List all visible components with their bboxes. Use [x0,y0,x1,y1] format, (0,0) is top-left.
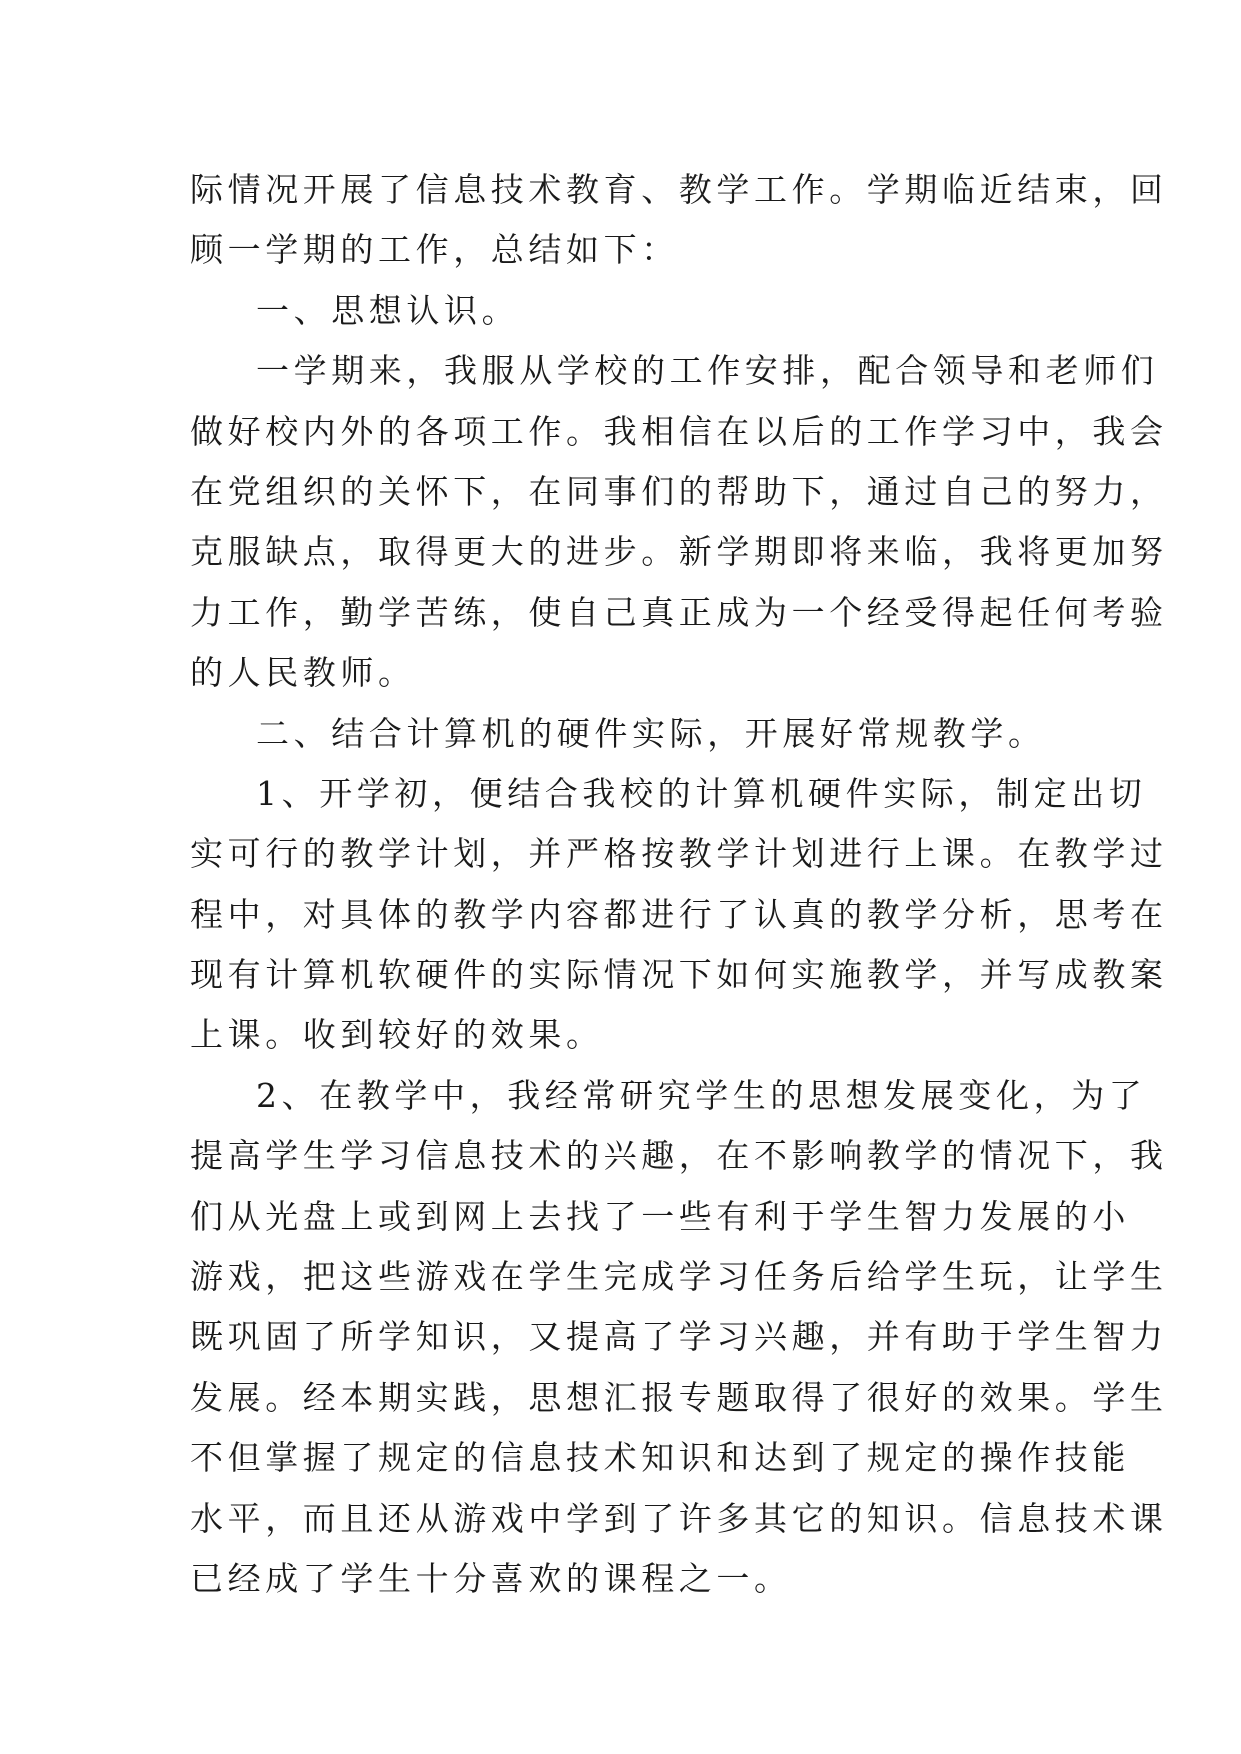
text-line: 水平，而且还从游戏中学到了许多其它的知识。信息技术课 [190,1498,1168,1538]
section-heading: 二、结合计算机的硬件实际，开展好常规教学。 [256,713,1046,753]
text-line: 力工作，勤学苦练，使自己真正成为一个经受得起任何考验 [190,592,1168,632]
text-line: 在党组织的关怀下，在同事们的帮助下，通过自己的努力， [190,471,1168,511]
text-line: 上课。收到较好的效果。 [190,1015,604,1055]
text-line: 游戏，把这些游戏在学生完成学习任务后给学生玩，让学生 [190,1257,1168,1297]
text-line: 既巩固了所学知识，又提高了学习兴趣，并有助于学生智力 [190,1317,1168,1357]
text-line: 际情况开展了信息技术教育、教学工作。学期临近结束，回 [190,170,1168,209]
text-line: 程中，对具体的教学内容都进行了认真的教学分析，思考在 [190,894,1168,934]
text-line: 1、开学初，便结合我校的计算机硬件实际，制定出切 [256,773,1147,813]
document-body [190,160,1168,1609]
text-line: 提高学生学习信息技术的兴趣，在不影响教学的情况下，我 [190,1136,1168,1176]
text-line: 的人民教师。 [190,653,416,693]
section-heading: 一、思想认识。 [256,290,520,330]
text-line: 现有计算机软硬件的实际情况下如何实施教学，并写成教案 [190,955,1168,995]
text-line: 不但掌握了规定的信息技术知识和达到了规定的操作技能 [190,1438,1130,1478]
text-line: 克服缺点，取得更大的进步。新学期即将来临，我将更加努 [190,532,1168,572]
text-line: 发展。经本期实践，思想汇报专题取得了很好的效果。学生 [190,1377,1168,1417]
text-line: 已经成了学生十分喜欢的课程之一。 [190,1558,792,1598]
text-line: 2、在教学中，我经常研究学生的思想发展变化，为了 [256,1075,1147,1115]
text-line: 实可行的教学计划，并严格按教学计划进行上课。在教学过 [190,834,1168,874]
text-line: 们从光盘上或到网上去找了一些有利于学生智力发展的小 [190,1196,1130,1236]
text-line: 一学期来，我服从学校的工作安排，配合领导和老师们 [256,351,1159,391]
text-line: 做好校内外的各项工作。我相信在以后的工作学习中，我会 [190,411,1168,451]
text-line: 顾一学期的工作，总结如下： [190,230,679,270]
